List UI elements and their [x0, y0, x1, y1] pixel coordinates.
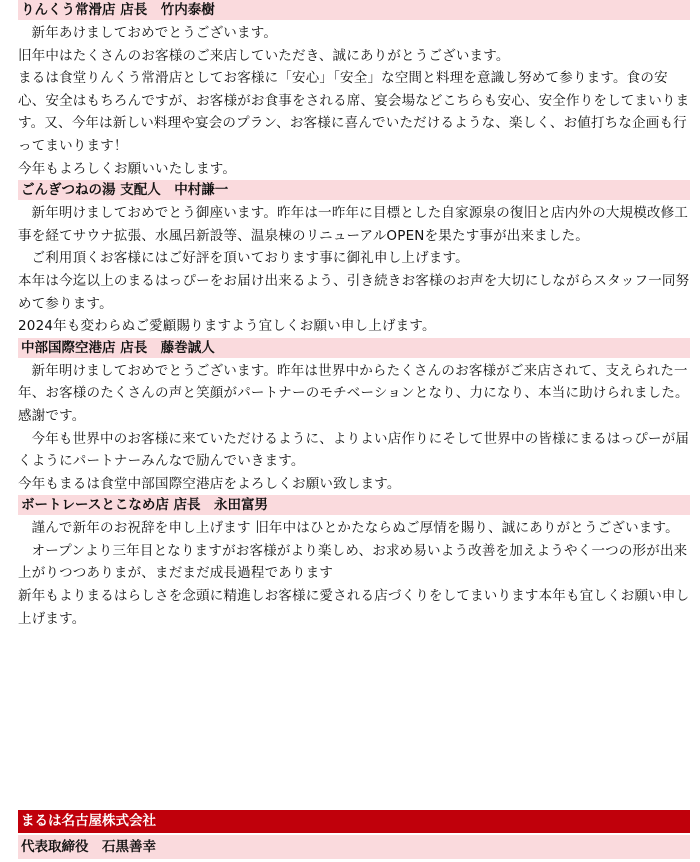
- section-header: ごんぎつねの湯 支配人 中村謙一: [18, 180, 690, 200]
- representative-name: 代表取締役 石黒善幸: [18, 835, 690, 859]
- section-chubu-airport: [18, 338, 690, 496]
- paragraph: 2024年も変わらぬご愛顧賜りますよう宜しくお願い申し上げます。: [18, 318, 436, 335]
- paragraph: 新年明けましておめでとう御座います。昨年は一昨年に目標とした自家源泉の復旧と店内外の大規模改修工事を経てサウナ拡張、水風呂新設等、温泉棟のリニューアルOPENを果たす事が出来ました。: [18, 205, 689, 244]
- section-gongitsune-no-yu: [18, 180, 690, 338]
- paragraph: 新年あけましておめでとうございます。: [31, 25, 278, 41]
- message-content: [18, 0, 690, 630]
- paragraph: オープンより三年目となりますがお客様がより楽しめ、お求め易いよう改善を加えようやく一つの形が出来上がりつつありまが、まだまだ成長過程であります: [18, 542, 688, 582]
- section-header: 中部国際空港店 店長 藤巻誠人: [18, 338, 690, 358]
- section-header: ボートレースとこなめ店 店長 永田富男: [18, 495, 690, 515]
- company-name: まるは名古屋株式会社: [18, 810, 690, 833]
- paragraph: 本年は今迄以上のまるはっぴーをお届け出来るよう、引き続きお客様のお声を大切にしながらスタッフ一同努めて参ります。: [18, 272, 690, 312]
- signature-block: [18, 810, 690, 859]
- paragraph: 謹んで新年のお祝辞を申し上げます 旧年中はひとかたならぬご厚情を賜り、誠にありがとうございます。: [31, 520, 679, 537]
- paragraph: 旧年中はたくさんのお客様のご来店していただき、誠にありがとうございます。: [18, 47, 510, 64]
- paragraph: 今年もよろしくお願いいたします。: [18, 160, 237, 177]
- paragraph: 新年もよりまるはらしさを念頭に精進しお客様に愛される店づくりをしてまいります本年も宜しくお願い申し上げます。: [18, 588, 690, 627]
- section-header: りんくう常滑店 店長 竹内泰樹: [18, 0, 690, 20]
- paragraph: 新年明けましておめでとうございます。昨年は世界中からたくさんのお客様がご来店されて、支えられた一年、お客様のたくさんの声と笑顔がパートナーのモチベーションとなり、力になり、本当に助けられました。感謝です。: [18, 362, 689, 424]
- section-rinku-tokoname: [18, 0, 690, 180]
- paragraph: 今年も世界中のお客様に来ていただけるように、よりよい店作りにそして世界中の皆様にまるはっぴーが届くようにパートナーみんなで励んでいきます。: [18, 430, 690, 470]
- paragraph: 今年もまるは食堂中部国際空港店をよろしくお願い致します。: [18, 475, 401, 492]
- paragraph: ご利用頂くお客様にはご好評を頂いております事に御礼申し上げます。: [31, 250, 469, 267]
- section-boatrace-tokoname: [18, 495, 690, 630]
- paragraph: まるは食堂りんくう常滑店としてお客様に「安心」「安全」な空間と料理を意識し努めて参ります。食の安心、安全はもちろんですが、お客様がお食事をされる席、宴会場などこちらも安心、安全作りをしてまいります。又、今年は新しい料理や宴会のプラン、お客様に喜んでいただけるような、楽しく、お値打ちな企画も行ってまいります！: [18, 70, 690, 154]
